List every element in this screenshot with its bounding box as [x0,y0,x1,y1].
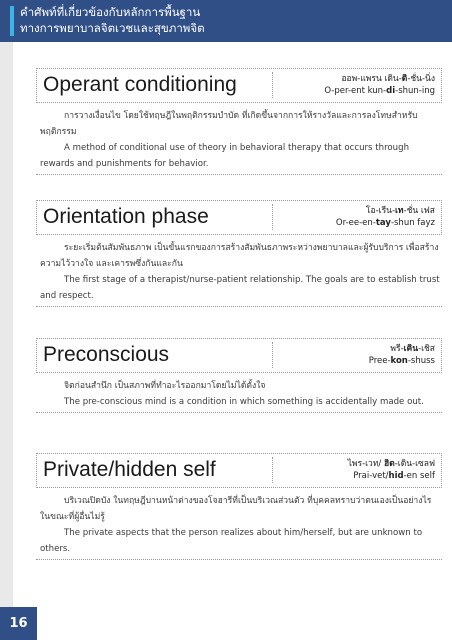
left-margin-strip [0,42,13,640]
term-divider [272,72,273,98]
definition-thai: บริเวณปิดบัง ในทฤษฎีบานหน้าต่างของโจฮารีที่เป็นบริเวณส่วนตัว ที่บุคคลทราบว่าตนเองเป็นอย่างไร ในขณะที่ผู้อื่นไม่รู้ [40,496,432,522]
term-title: Private/hidden self [43,458,216,481]
glossary-entry [36,338,442,413]
definitions [36,108,442,172]
header-title-line2: ทางการพยาบาลจิตเวชและสุขภาพจิต [20,21,205,35]
term-divider [272,342,273,368]
term-box [36,453,442,488]
term-box [36,200,442,235]
pronunciation-thai: พรี-เคิน-เชิส [390,344,435,354]
glossary-entry [36,453,442,560]
definition-english: The first stage of a therapist/nurse-patient relationship. The goals are to establish trust and respect. [40,275,440,301]
definition-english: A method of conditional use of theory in behavioral therapy that occurs through rewards and punishments for behavior. [40,143,410,169]
definition-english: The pre-conscious mind is a condition in which something is accidentally made out. [64,397,424,407]
page-number: 16 [0,607,37,640]
pronunciation-thai: ออพ-แพรน เดิน-ดิ-ชั่น-นิ่ง [341,74,435,84]
term-box [36,338,442,373]
pronunciation-english: Prai-vet/hid-en self [353,471,435,481]
pronunciation-thai: ไพร-เวท/ ฮิด-เดิน-เซลฟ [347,459,435,469]
term-title: Operant conditioning [43,73,237,96]
glossary-entry [36,68,442,175]
pronunciation-english: Pree-kon-shuss [368,356,435,366]
glossary-entry [36,200,442,307]
pronunciation-english: O-per-ent kun-di-shun-ing [324,86,435,96]
definition-thai: ระยะเริ่มต้นสัมพันธภาพ เป็นขั้นแรกของการสร้างสัมพันธภาพระหว่างพยาบาลและผู้รับบริการ เพื่อสร้างความไว้วางใจ และเคารพซึ่งกันและกัน [40,243,439,269]
entry-separator [36,559,442,560]
definitions [36,378,442,410]
header-title [20,4,205,36]
entry-separator [36,174,442,175]
page-header [0,0,452,42]
definitions [36,493,442,557]
term-divider [272,204,273,230]
definition-english: The private aspects that the person realizes about him/herself, but are unknown to others. [40,528,423,554]
term-box [36,68,442,103]
definition-thai: จิตก่อนสำนึก เป็นสภาพที่ทำอะไรออกมาโดยไม่ได้ตั้งใจ [64,381,266,391]
term-title: Orientation phase [43,205,209,228]
definition-thai: การวางเงื่อนไข โดยใช้ทฤษฎีในพฤติกรรมบำบัด ที่เกิดขึ้นจากการให้รางวัลและการลงโทษสำหรับพฤติกรรม [40,111,418,137]
entry-separator [36,412,442,413]
pronunciation-english: Or-ee-en-tay-shun fayz [335,218,435,228]
term-title: Preconscious [43,343,170,366]
definitions [36,240,442,304]
entry-separator [36,306,442,307]
header-accent-bar [10,6,14,36]
term-divider [272,457,273,483]
header-title-line1: คำศัพท์ที่เกี่ยวข้องกับหลักการพื้นฐาน [20,5,201,19]
pronunciation-thai: โอ-เรีน-เท-ชั่น เฟส [365,206,435,216]
